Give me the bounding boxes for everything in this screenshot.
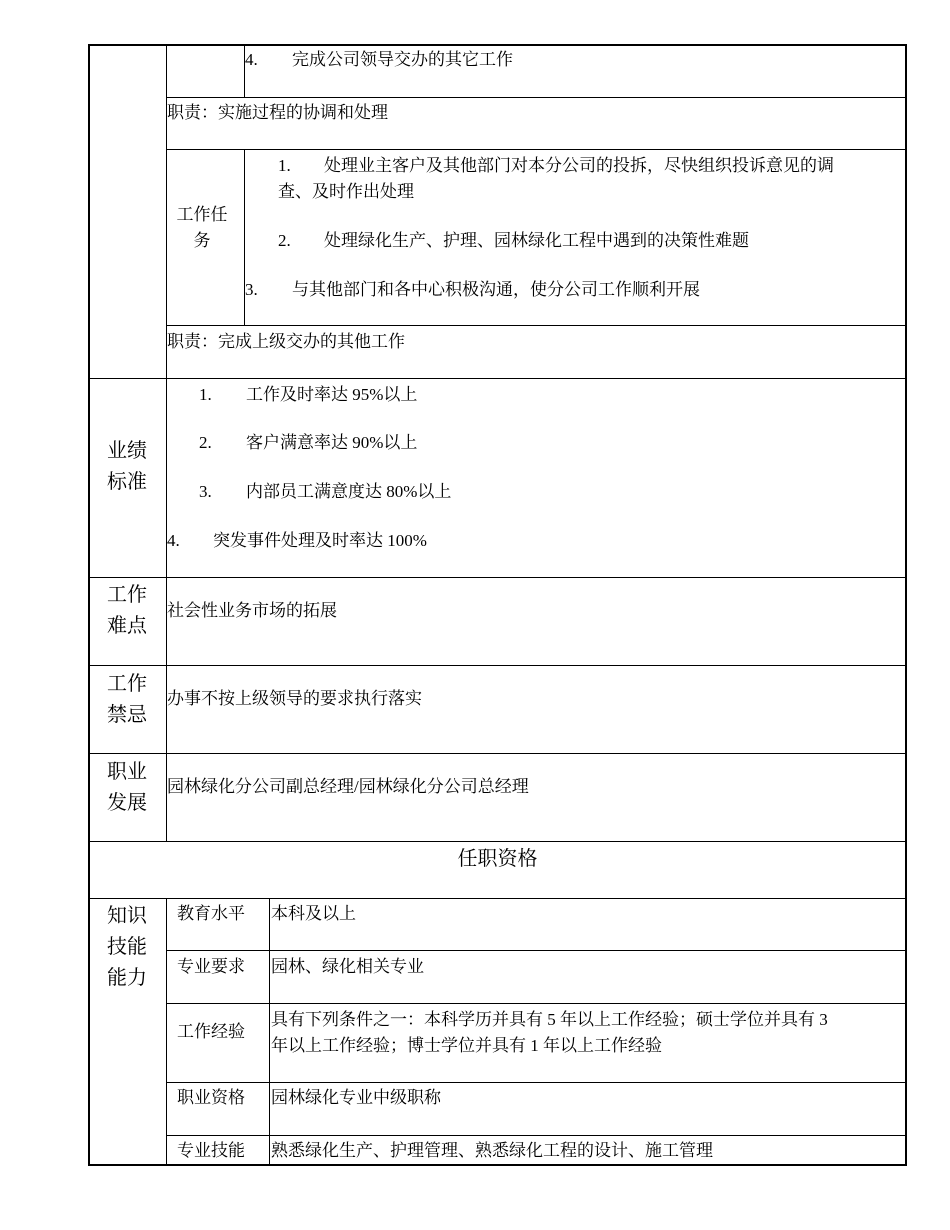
row-divider [88, 753, 907, 754]
qualification-row-value: 熟悉绿化生产、护理管理、熟悉绿化工程的设计、施工管理 [271, 1141, 713, 1160]
task-item: 完成公司领导交办的其它工作 [292, 50, 513, 69]
career-text: 园林绿化分公司副总经理/园林绿化分公司总经理 [167, 777, 529, 796]
row-divider [88, 841, 907, 842]
taboo-text: 办事不按上级领导的要求执行落实 [167, 689, 422, 708]
row-divider [166, 97, 907, 98]
task-item: 与其他部门和各中心积极沟通，使分公司工作顺利开展 [292, 280, 700, 299]
column-divider [166, 44, 167, 841]
career-label: 职业 发展 [107, 761, 147, 814]
performance-item: 客户满意率达 90%以上 [246, 433, 418, 452]
row-divider [166, 1082, 907, 1083]
row-divider [166, 1135, 907, 1136]
qualification-row-value-continued: 年以上工作经验；博士学位并具有 1 年以上工作经验 [271, 1036, 662, 1055]
qualification-row-label: 专业要求 [177, 957, 245, 976]
qualification-row-value: 具有下列条件之一：本科学历并具有 5 年以上工作经验；硕士学位并具有 3 [271, 1010, 828, 1029]
column-divider [166, 898, 167, 1166]
list-number: 1. [278, 156, 291, 175]
row-divider [166, 149, 907, 150]
performance-item: 突发事件处理及时率达 100% [213, 531, 427, 550]
list-number: 3. [245, 280, 258, 299]
duty-other: 职责：完成上级交办的其他工作 [167, 332, 405, 351]
row-divider [88, 898, 907, 899]
list-number: 4. [245, 50, 258, 69]
row-divider [88, 665, 907, 666]
task-label: 工作任务 [176, 205, 228, 250]
qualification-row-label: 职业资格 [177, 1088, 245, 1107]
qualification-row-label: 专业技能 [177, 1141, 245, 1160]
performance-label: 业绩 标准 [107, 440, 147, 493]
performance-item: 内部员工满意度达 80%以上 [246, 482, 452, 501]
row-divider [166, 950, 907, 951]
list-number: 2. [199, 433, 212, 452]
row-divider [88, 378, 907, 379]
task-item: 处理业主客户及其他部门对本分公司的投拆，尽快组织投诉意见的调 [324, 156, 834, 175]
row-divider [166, 1003, 907, 1004]
qualification-row-value: 园林绿化专业中级职称 [271, 1088, 441, 1107]
difficulty-text: 社会性业务市场的拓展 [167, 601, 337, 620]
list-number: 3. [199, 482, 212, 501]
row-divider [88, 577, 907, 578]
qualification-title: 任职资格 [457, 848, 538, 870]
taboo-label: 工作 禁忌 [107, 673, 147, 726]
list-number: 4. [167, 531, 180, 550]
qualification-row-label: 工作经验 [177, 1022, 245, 1041]
task-item: 处理绿化生产、护理、园林绿化工程中遇到的决策性难题 [324, 231, 749, 250]
qualification-group-label: 知识 技能 能力 [107, 905, 147, 989]
qualification-row-value: 园林、绿化相关专业 [271, 957, 424, 976]
duty-coordination: 职责：实施过程的协调和处理 [167, 103, 388, 122]
row-divider [166, 325, 907, 326]
qualification-row-label: 教育水平 [177, 904, 245, 923]
difficulty-label: 工作 难点 [107, 584, 147, 637]
list-number: 2. [278, 231, 291, 250]
task-item-continued: 查、及时作出处理 [278, 182, 414, 201]
column-divider [269, 898, 270, 1166]
list-number: 1. [199, 385, 212, 404]
performance-item: 工作及时率达 95%以上 [246, 385, 418, 404]
qualification-row-value: 本科及以上 [271, 904, 356, 923]
